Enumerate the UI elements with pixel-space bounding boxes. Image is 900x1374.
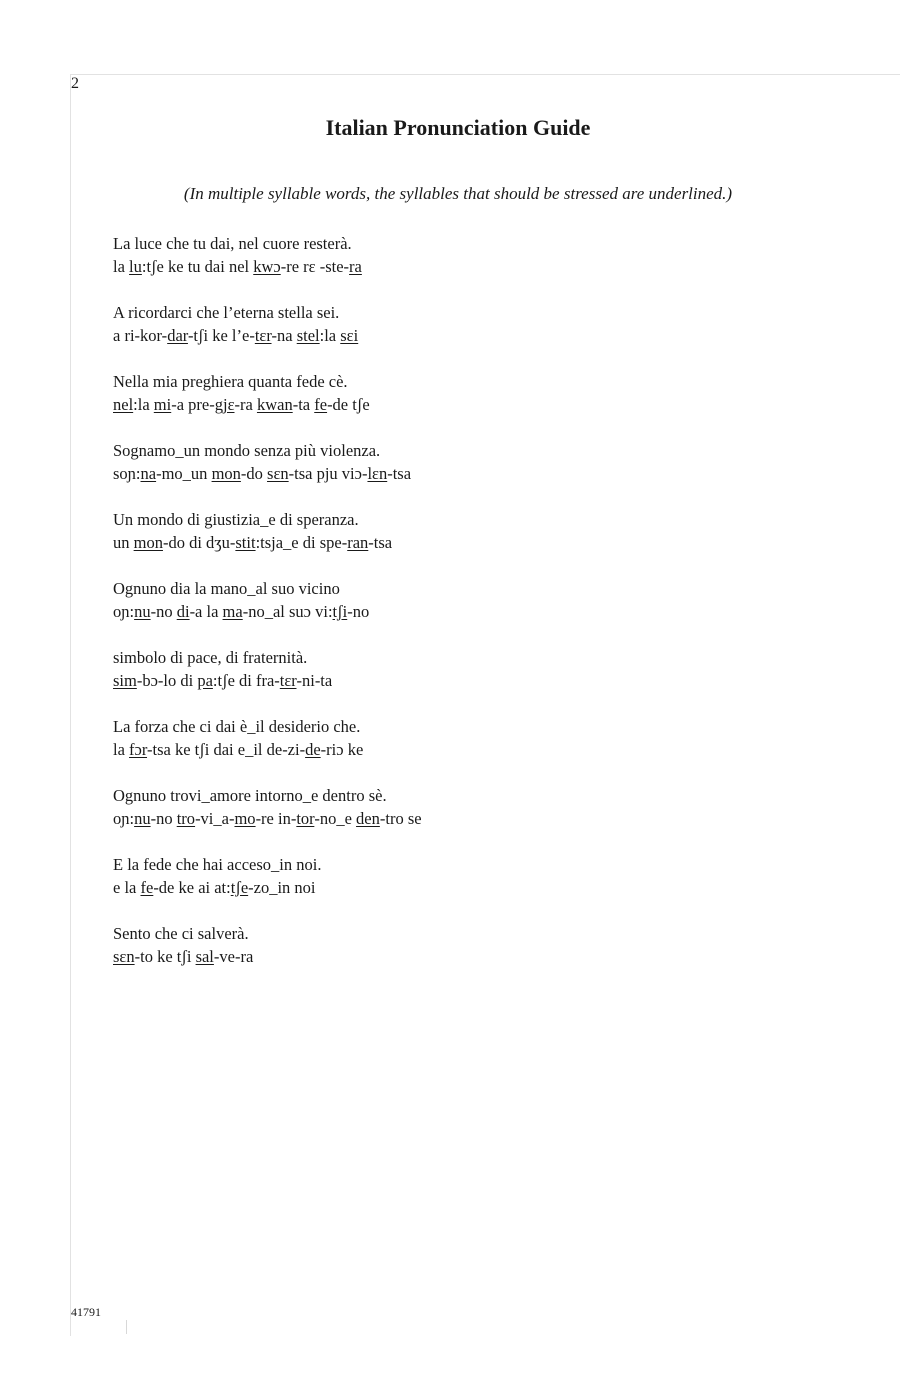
pronunciation-line: [113, 945, 833, 968]
syllable-run: la: [113, 740, 130, 759]
stressed-syllable: stel: [296, 326, 320, 345]
pronunciation-line: [113, 876, 833, 899]
syllable-run: -ve-ra: [213, 947, 254, 966]
lyric-line: Sento che ci salverà.: [113, 924, 249, 943]
syllable-run: -bɔ-lo di: [136, 671, 198, 690]
syllable-run: -tsa: [368, 533, 393, 552]
lyric-line: Ognuno dia la mano_al suo vicino: [113, 579, 340, 598]
stressed-syllable: tɛr: [279, 671, 297, 690]
verse-block: [113, 922, 833, 968]
stressed-syllable: mon: [133, 533, 163, 552]
lyric-line: E la fede che hai acceso_in noi.: [113, 855, 322, 874]
syllable-run: -no: [150, 809, 177, 828]
syllable-run: -tsa: [387, 464, 412, 483]
verse-block: [113, 853, 833, 899]
pronunciation-line: [113, 393, 833, 416]
lyric-line: La forza che ci dai è_il desiderio che.: [113, 717, 361, 736]
pronunciation-line: [113, 738, 833, 761]
syllable-run: -no: [150, 602, 177, 621]
verse-block: [113, 508, 833, 554]
syllable-run: :la: [133, 395, 154, 414]
syllable-run: -re in-: [255, 809, 297, 828]
syllable-run: oɲ:: [113, 602, 135, 621]
stressed-syllable: lu: [129, 257, 142, 276]
stressed-syllable: tʃe: [230, 878, 249, 897]
stressed-syllable: fɔr: [129, 740, 148, 759]
stressed-syllable: sim: [113, 671, 137, 690]
syllable-run: e la: [113, 878, 141, 897]
verse-block: [113, 646, 833, 692]
pronunciation-line: [113, 324, 833, 347]
stressed-syllable: mi: [153, 395, 172, 414]
stressed-syllable: dar: [167, 326, 188, 345]
lyric-line: Un mondo di giustizia_e di speranza.: [113, 510, 359, 529]
syllable-run: -tsa pju viɔ-: [288, 464, 368, 483]
syllable-run: :tʃe di fra-: [212, 671, 280, 690]
lyric-line: Ognuno trovi_amore intorno_e dentro sè.: [113, 786, 387, 805]
stressed-syllable: kwɔ: [253, 257, 281, 276]
syllable-run: -a la: [189, 602, 223, 621]
pronunciation-line: [113, 807, 833, 830]
syllable-run: -vi_a-: [195, 809, 235, 828]
syllable-run: la: [113, 257, 130, 276]
stressed-syllable: de: [305, 740, 321, 759]
syllable-run: -no: [347, 602, 370, 621]
stressed-syllable: mo: [234, 809, 256, 828]
syllable-run: -tro se: [379, 809, 422, 828]
syllable-run: -ni-ta: [296, 671, 333, 690]
stressed-syllable: tor: [296, 809, 315, 828]
stressed-syllable: sɛi: [340, 326, 359, 345]
pronunciation-line: [113, 669, 833, 692]
syllable-run: -de tʃe: [327, 395, 370, 414]
syllable-run: :la: [319, 326, 341, 345]
stressed-syllable: gjɛ: [214, 395, 235, 414]
syllable-run: -tsa ke tʃi dai e_il de-zi-: [147, 740, 306, 759]
syllable-run: -ra: [234, 395, 257, 414]
stressed-syllable: nu: [134, 602, 151, 621]
syllable-run: -mo_un: [156, 464, 212, 483]
stressed-syllable: tɛr: [254, 326, 272, 345]
stressed-syllable: di: [176, 602, 190, 621]
syllable-run: a ri-kor-: [113, 326, 168, 345]
verse-block: [113, 232, 833, 278]
stressed-syllable: na: [140, 464, 157, 483]
stressed-syllable: stit: [235, 533, 256, 552]
stressed-syllable: ra: [349, 257, 362, 276]
syllable-run: -zo_in noi: [248, 878, 316, 897]
syllable-run: soɲ:: [113, 464, 141, 483]
footer-mark: [126, 1320, 127, 1334]
pronunciation-line: [113, 462, 833, 485]
page-number: 2: [71, 75, 79, 92]
stressed-syllable: kwan: [256, 395, 293, 414]
lyric-line: Sognamo_un mondo senza più violenza.: [113, 441, 381, 460]
syllable-run: -no_e: [314, 809, 357, 828]
syllable-run: -riɔ ke: [320, 740, 364, 759]
verse-block: [113, 439, 833, 485]
syllable-run: -tʃi ke l’e-: [187, 326, 255, 345]
pronunciation-line: [113, 600, 833, 623]
syllable-run: -do di dʒu-: [162, 533, 236, 552]
syllable-run: un: [113, 533, 134, 552]
verse-block: [113, 715, 833, 761]
syllable-run: -de ke ai at:: [153, 878, 231, 897]
pronunciation-line: [113, 531, 833, 554]
stressed-syllable: sɛn: [267, 464, 289, 483]
syllable-run: :tʃe ke tu dai nel: [141, 257, 254, 276]
syllable-run: :tsja_e di spe-: [255, 533, 348, 552]
verse-block: [113, 577, 833, 623]
verse-block: [113, 370, 833, 416]
pronunciation-line: [113, 255, 833, 278]
stressed-syllable: nu: [134, 809, 151, 828]
stressed-syllable: tʃi: [332, 602, 348, 621]
lyric-line: A ricordarci che l’eterna stella sei.: [113, 303, 340, 322]
syllable-run: -ta: [292, 395, 315, 414]
syllable-run: oɲ:: [113, 809, 135, 828]
stressed-syllable: sal: [195, 947, 214, 966]
catalog-number: 41791: [71, 1305, 101, 1319]
stressed-syllable: fe: [140, 878, 154, 897]
syllable-run: -a pre-: [171, 395, 215, 414]
stressed-syllable: tro: [176, 809, 196, 828]
verse-block: [113, 784, 833, 830]
stressed-syllable: sɛn: [113, 947, 135, 966]
lyric-line: simbolo di pace, di fraternità.: [113, 648, 308, 667]
stressed-syllable: ma: [222, 602, 243, 621]
syllable-run: -na: [271, 326, 297, 345]
stressed-syllable: mon: [211, 464, 241, 483]
verse-block: [113, 301, 833, 347]
stressed-syllable: pa: [197, 671, 213, 690]
stressed-syllable: fe: [314, 395, 328, 414]
stressed-syllable: den: [356, 809, 380, 828]
stressed-syllable: ran: [347, 533, 369, 552]
stressed-syllable: nel: [113, 395, 134, 414]
stressed-syllable: lɛn: [367, 464, 388, 483]
syllable-run: -do: [240, 464, 268, 483]
lyric-line: Nella mia preghiera quanta fede cè.: [113, 372, 348, 391]
page-title: Italian Pronunciation Guide: [325, 115, 591, 140]
syllable-run: -to ke tʃi: [134, 947, 196, 966]
syllable-run: -re rɛ -ste-: [280, 257, 350, 276]
lyric-line: La luce che tu dai, nel cuore resterà.: [113, 234, 352, 253]
verse-list: [113, 232, 833, 968]
stress-note: (In multiple syllable words, the syllables that should be stressed are underlined.): [183, 184, 733, 203]
syllable-run: -no_al suɔ vi:: [242, 602, 333, 621]
